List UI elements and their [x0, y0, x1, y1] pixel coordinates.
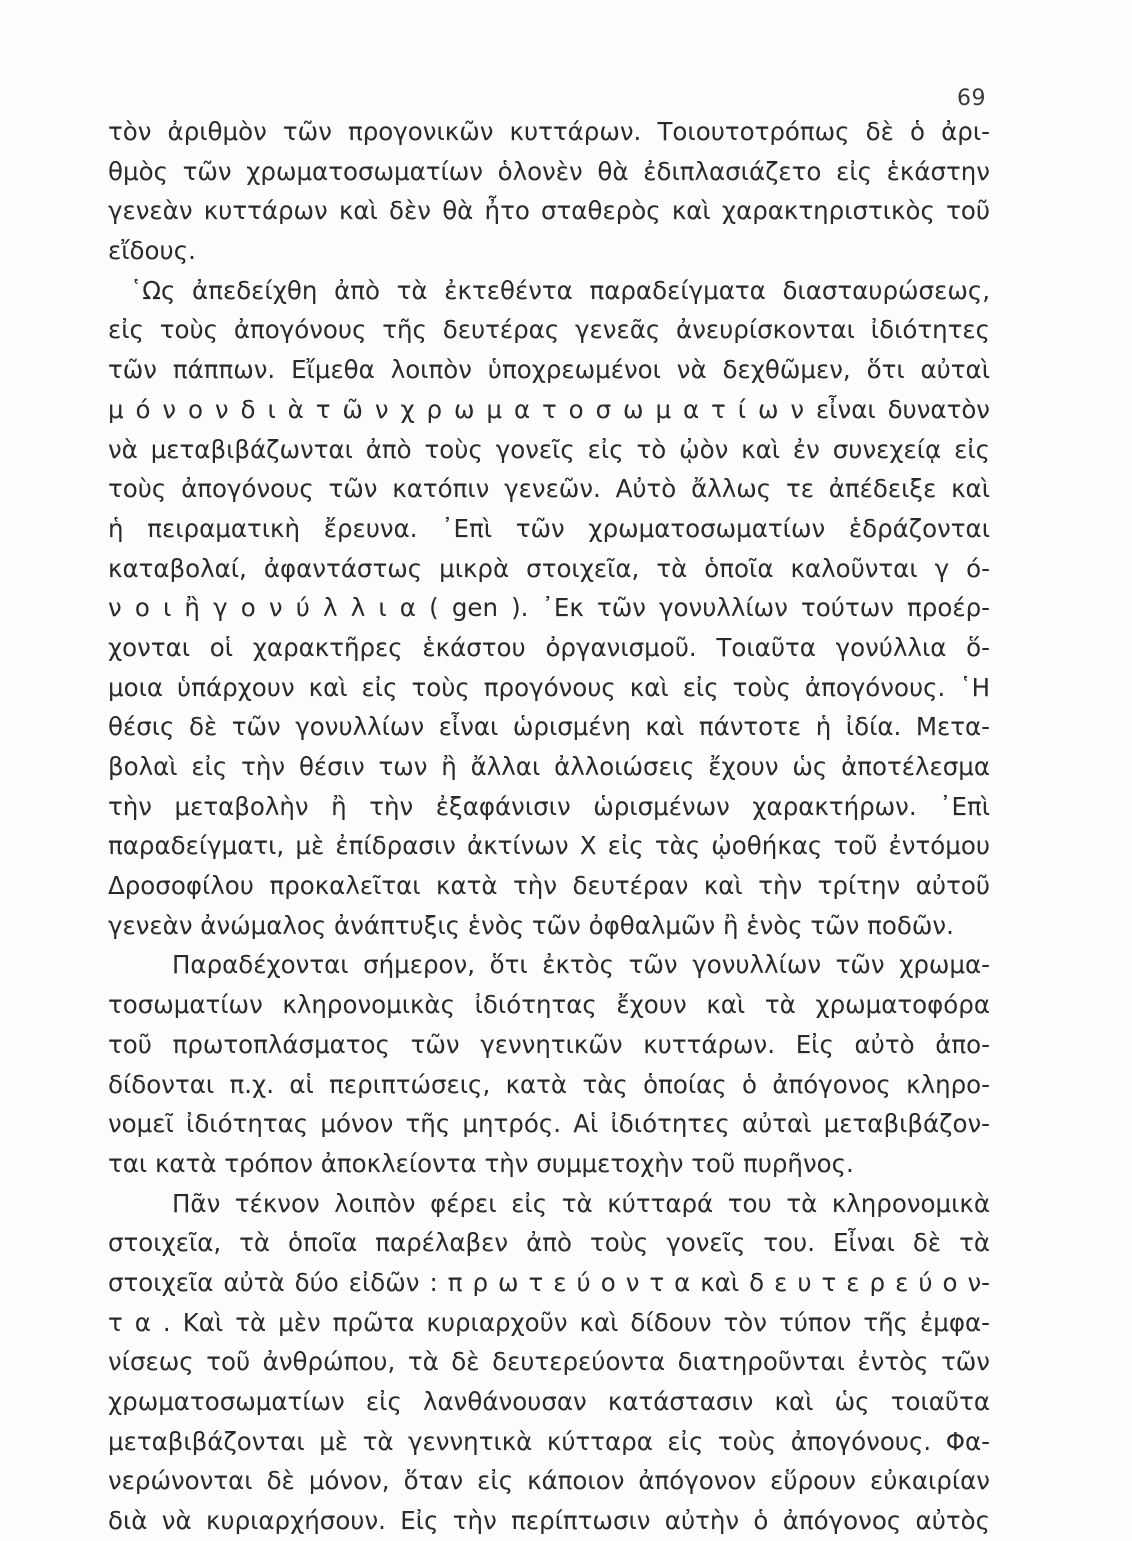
text-line: γενεὰν ἀνώμαλος ἀνάπτυξις ἑνὸς τῶν ὀφθαλμῶν ἢ ἑνὸς τῶν ποδῶν. [108, 910, 954, 940]
text-line: ται κατὰ τρόπον ἀποκλείοντα τὴν συμμετοχὴν τοῦ πυρῆνος. [108, 1148, 854, 1178]
text-line: στοιχεῖα αὐτὰ δύο εἰδῶν : π ρ ω τ ε ύ ο ν τ α καὶ δ ε υ τ ε ρ ε ύ ο ν- [108, 1267, 990, 1297]
text-line: νομεῖ ἰδιότητας μόνον τῆς μητρός. Αἱ ἰδιότητες αὐταὶ μεταβιβάζον- [108, 1109, 990, 1139]
text-line: μ ό ν ο ν δ ι ὰ τ ῶ ν χ ρ ω μ α τ ο σ ω μ α τ ί ω ν εἶναι δυνατὸν [108, 394, 990, 424]
text-line: τ α . Καὶ τὰ μὲν πρῶτα κυριαρχοῦν καὶ δίδουν τὸν τύπον τῆς ἐμφα- [108, 1307, 990, 1337]
text-line: εἴδους. [108, 236, 196, 266]
text-line: Παραδέχονται σήμερον, ὅτι ἐκτὸς τῶν γονυλλίων τῶν χρωμα- [172, 950, 990, 980]
text-line: παραδείγματι, μὲ ἐπίδρασιν ἀκτίνων Χ εἰς τὰς ᾠοθήκας τοῦ ἐντόμου [108, 831, 990, 861]
text-line: καταβολαί, ἀφαντάστως μικρὰ στοιχεῖα, τὰ ὁποῖα καλοῦνται γ ό- [108, 553, 990, 583]
text-line: νὰ μεταβιβάζωνται ἀπὸ τοὺς γονεῖς εἰς τὸ ᾠὸν καὶ ἐν συνεχείᾳ εἰς [108, 434, 990, 464]
text-line: διὰ νὰ κυριαρχήσουν. Εἰς τὴν περίπτωσιν αὐτὴν ὁ ἀπόγονος αὐτὸς [108, 1506, 990, 1536]
text-line: θέσις δὲ τῶν γονυλλίων εἶναι ὡρισμένη καὶ πάντοτε ἡ ἰδία. Μετα- [108, 712, 990, 742]
text-line: μεταβιβάζονται μὲ τὰ γεννητικὰ κύτταρα εἰς τοὺς ἀπογόνους. Φα- [108, 1426, 990, 1456]
text-line: νερώνονται δὲ μόνον, ὅταν εἰς κάποιον ἀπόγονον εὕρουν εὐκαιρίαν [108, 1466, 990, 1496]
text-line: Πᾶν τέκνον λοιπὸν φέρει εἰς τὰ κύτταρά του τὰ κληρονομικὰ [172, 1188, 990, 1218]
text-line: δίδονται π.χ. αἱ περιπτώσεις, κατὰ τὰς ὁποίας ὁ ἀπόγονος κληρο- [108, 1069, 990, 1099]
paragraph [108, 271, 990, 946]
text-line: ν ο ι ἢ γ ο ν ύ λ λ ι α ( gen ). ᾿Εκ τῶν γονυλλίων τούτων προέρ- [108, 593, 990, 623]
text-line: μοια ὑπάρχουν καὶ εἰς τοὺς προγόνους καὶ εἰς τοὺς ἀπογόνους. ῾Η [108, 672, 990, 702]
text-line: εἰς τοὺς ἀπογόνους τῆς δευτέρας γενεᾶς ἀνευρίσκονται ἰδιότητες [108, 315, 990, 345]
text-line: ῾Ως ἀπεδείχθη ἀπὸ τὰ ἐκτεθέντα παραδείγματα διασταυρώσεως, [130, 275, 990, 305]
text-line: θμὸς τῶν χρωματοσωματίων ὁλονὲν θὰ ἐδιπλασιάζετο εἰς ἑκάστην [108, 156, 990, 186]
text-line: στοιχεῖα, τὰ ὁποῖα παρέλαβεν ἀπὸ τοὺς γονεῖς του. Εἶναι δὲ τὰ [108, 1228, 990, 1258]
text-line: τοῦ πρωτοπλάσματος τῶν γεννητικῶν κυττάρων. Εἰς αὐτὸ ἀπο- [108, 1029, 990, 1059]
text-line: ἡ πειραματικὴ ἔρευνα. ᾿Επὶ τῶν χρωματοσωματίων ἑδράζονται [108, 513, 990, 543]
text-line: γενεὰν κυττάρων καὶ δὲν θὰ ἦτο σταθερὸς καὶ χαρακτηριστικὸς τοῦ [108, 196, 990, 226]
text-line: τὸν ἀριθμὸν τῶν προγονικῶν κυττάρων. Τοιουτοτρόπως δὲ ὁ ἀρι- [108, 117, 990, 146]
text-line: βολαὶ εἰς τὴν θέσιν των ἢ ἄλλαι ἀλλοιώσεις ἔχουν ὡς ἀποτέλεσμα [108, 752, 990, 781]
paragraph [108, 112, 990, 271]
text-line: τοὺς ἀπογόνους τῶν κατόπιν γενεῶν. Αὐτὸ ἄλλως τε ἀπέδειξε καὶ [108, 474, 990, 504]
text-line: Δροσοφίλου προκαλεῖται κατὰ τὴν δευτέραν καὶ τὴν τρίτην αὐτοῦ [108, 871, 990, 901]
paragraph [108, 1184, 990, 1541]
body-text [108, 112, 990, 1541]
text-line: χονται οἱ χαρακτῆρες ἑκάστου ὀργανισμοῦ. Τοιαῦτα γονύλλια ὅ- [108, 632, 990, 662]
page-number: 69 [957, 86, 986, 111]
paragraph [108, 945, 990, 1183]
text-line: τοσωματίων κληρονομικὰς ἰδιότητας ἔχουν καὶ τὰ χρωματοφόρα [108, 990, 990, 1020]
text-line: νίσεως τοῦ ἀνθρώπου, τὰ δὲ δευτερεύοντα διατηροῦνται ἐντὸς τῶν [108, 1347, 990, 1377]
text-line: χρωματοσωματίων εἰς λανθάνουσαν κατάστασιν καὶ ὡς τοιαῦτα [108, 1387, 990, 1416]
text-line: τὴν μεταβολὴν ἢ τὴν ἐξαφάνισιν ὡρισμένων χαρακτήρων. ᾿Επὶ [108, 791, 990, 821]
text-line: τῶν πάππων. Εἴμεθα λοιπὸν ὑποχρεωμένοι νὰ δεχθῶμεν, ὅτι αὐταὶ [108, 355, 990, 385]
